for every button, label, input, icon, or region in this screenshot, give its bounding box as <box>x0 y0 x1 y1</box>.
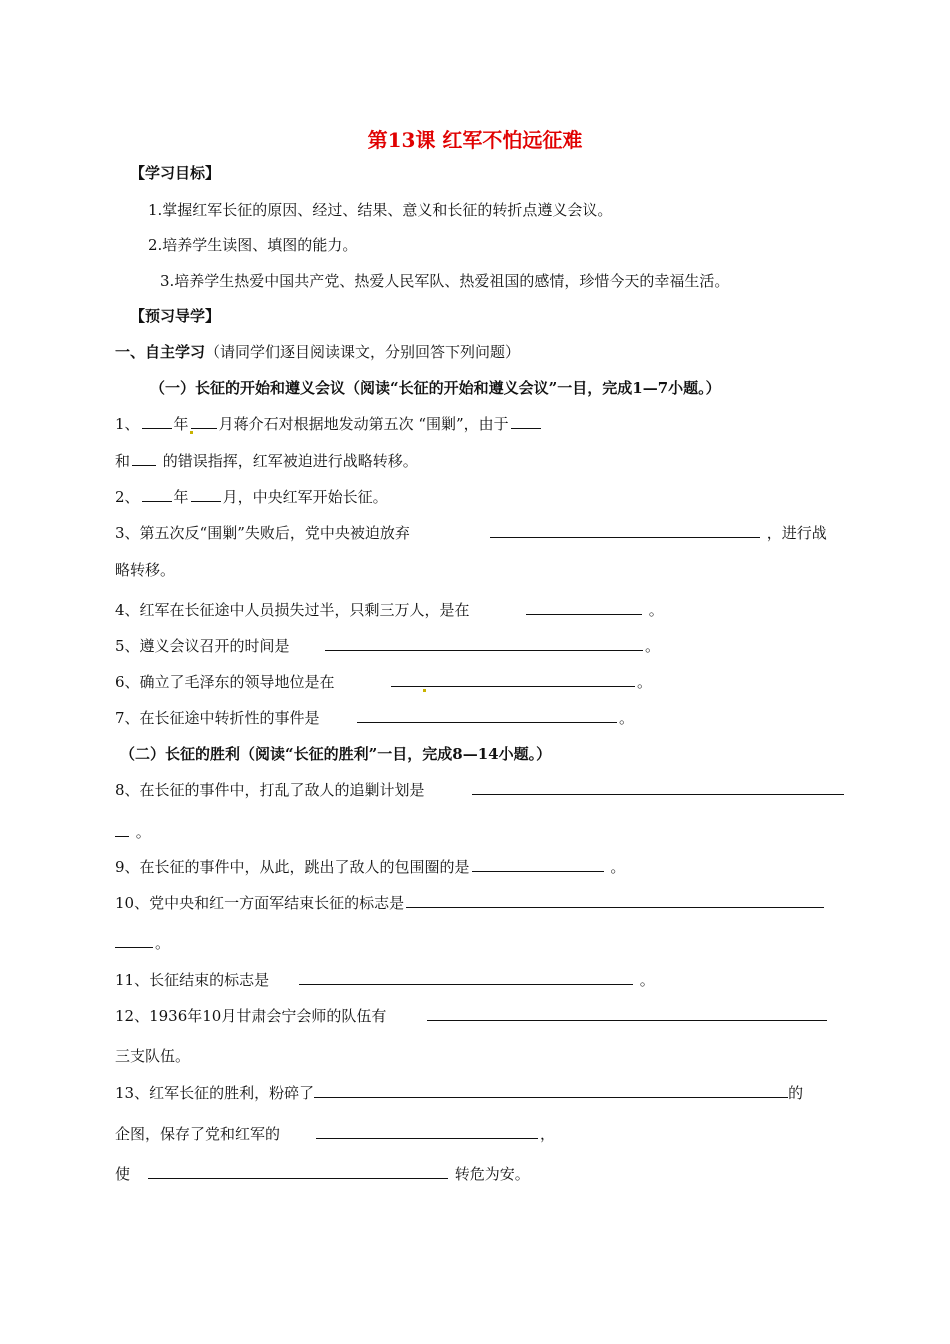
question-text: 的 <box>788 1084 804 1102</box>
answer-blank[interactable] <box>132 451 156 466</box>
question-text: 遵义会议召开的时间是 <box>139 637 290 655</box>
answer-blank[interactable] <box>142 487 172 502</box>
question-6 <box>115 672 335 692</box>
question-text: 月蒋介石对根据地发动第五次 “围剿”，由于 <box>218 415 509 433</box>
question-text: 在长征的事件中，打乱了敌人的追剿计划是 <box>139 781 425 799</box>
question-10 <box>115 893 826 913</box>
question-text: 。 <box>135 823 151 841</box>
answer-blank[interactable] <box>115 822 129 837</box>
page-title: 第13课 红军不怕远征难 <box>367 128 583 152</box>
question-13-blank-line-2 <box>146 1164 530 1184</box>
question-4-blank-line <box>524 600 664 620</box>
answer-blank[interactable] <box>357 708 617 723</box>
question-3-blank-line <box>488 523 827 543</box>
question-text: 和 <box>115 452 131 470</box>
question-text: 转危为安。 <box>454 1165 530 1183</box>
question-9 <box>115 857 625 877</box>
self-study-note: （请同学们逐目阅读课文，分别回答下列问题） <box>205 343 521 361</box>
objectives-heading: 【学习目标】 <box>130 164 221 182</box>
question-text: 。 <box>619 709 635 727</box>
question-text: 确立了毛泽东的领导地位是在 <box>139 673 335 691</box>
question-text: 长征结束的标志是 <box>149 971 270 989</box>
question-11 <box>115 970 269 990</box>
speck-mark <box>190 431 193 434</box>
answer-blank[interactable] <box>391 672 635 687</box>
answer-blank[interactable] <box>148 1164 448 1179</box>
answer-blank[interactable] <box>526 600 642 615</box>
question-text: 企图，保存了党和红军的 <box>115 1125 281 1143</box>
question-number: 7、 <box>115 709 140 727</box>
question-text: 年 <box>173 488 189 506</box>
question-text: 在长征途中转折性的事件是 <box>139 709 320 727</box>
question-text: 第五次反“围剿”失败后，党中央被迫放弃 <box>139 524 410 542</box>
question-text: 。 <box>155 934 171 952</box>
question-5-blank-line <box>323 636 660 656</box>
question-number: 6、 <box>115 673 140 691</box>
question-4 <box>115 600 470 620</box>
question-text: 党中央和红一方面军结束长征的标志是 <box>149 894 405 912</box>
question-12-cont: 三支队伍。 <box>115 1047 191 1065</box>
question-number: 8、 <box>115 781 140 799</box>
question-8-cont <box>115 822 151 842</box>
question-7 <box>115 708 320 728</box>
question-number: 12、 <box>115 1007 150 1025</box>
question-2 <box>115 487 388 507</box>
self-study-label: 一、自主学习 <box>115 343 206 361</box>
question-12-blank-line <box>425 1006 829 1026</box>
question-number: 10、 <box>115 894 150 912</box>
question-text: ，进行战 <box>766 524 827 542</box>
question-number: 3、 <box>115 524 140 542</box>
question-11-blank-line <box>297 970 655 990</box>
question-text: 。 <box>645 637 661 655</box>
question-text: 1936年10月甘肃会宁会师的队伍有 <box>149 1007 387 1025</box>
question-text: 年 <box>173 415 189 433</box>
preview-heading: 【预习导学】 <box>130 307 221 325</box>
question-1-cont <box>115 451 418 471</box>
answer-blank[interactable] <box>191 487 221 502</box>
answer-blank[interactable] <box>316 1124 538 1139</box>
answer-blank[interactable] <box>406 893 824 908</box>
objective-item: 2.培养学生读图、填图的能力。 <box>148 236 358 254</box>
question-number: 9、 <box>115 858 140 876</box>
question-text: 使 <box>115 1165 131 1183</box>
question-13-blank-line <box>314 1124 555 1144</box>
question-number: 13、 <box>115 1084 150 1102</box>
question-text: 红军在长征途中人员损失过半，只剩三万人，是在 <box>139 601 470 619</box>
speck-mark <box>423 689 426 692</box>
question-13-cont2 <box>115 1164 130 1184</box>
question-13-cont <box>115 1124 280 1144</box>
question-text: 。 <box>639 971 655 989</box>
question-5 <box>115 636 290 656</box>
question-number: 1、 <box>115 415 140 433</box>
answer-blank[interactable] <box>142 414 172 429</box>
answer-blank[interactable] <box>299 970 633 985</box>
question-6-blank-line <box>389 672 652 692</box>
answer-blank[interactable] <box>490 523 760 538</box>
self-study-line <box>115 342 520 362</box>
answer-blank[interactable] <box>511 414 541 429</box>
question-number: 2、 <box>115 488 140 506</box>
question-number: 5、 <box>115 637 140 655</box>
question-7-blank-line <box>355 708 634 728</box>
question-text: 红军长征的胜利，粉碎了 <box>149 1084 315 1102</box>
answer-blank[interactable] <box>472 780 844 795</box>
question-number: 4、 <box>115 601 140 619</box>
answer-blank[interactable] <box>191 414 217 429</box>
question-1 <box>115 414 543 434</box>
question-text: ， <box>540 1125 556 1143</box>
answer-blank[interactable] <box>325 636 643 651</box>
question-8-blank-line <box>470 780 846 800</box>
question-10-cont <box>115 933 170 953</box>
question-12 <box>115 1006 386 1026</box>
part2-heading: （二）长征的胜利（阅读“长征的胜利”一目，完成8—14小题。） <box>120 745 552 763</box>
question-8 <box>115 780 425 800</box>
question-text: 在长征的事件中，从此，跳出了敌人的包围圈的是 <box>139 858 470 876</box>
objective-item: 3.培养学生热爱中国共产党、热爱人民军队、热爱祖国的感情，珍惜今天的幸福生活。 <box>160 272 730 290</box>
question-3 <box>115 523 410 543</box>
question-text: 。 <box>637 673 653 691</box>
question-text: 。 <box>610 858 626 876</box>
answer-blank[interactable] <box>314 1083 788 1098</box>
question-13 <box>115 1083 803 1103</box>
answer-blank[interactable] <box>427 1006 827 1021</box>
question-text: 的错误指挥，红军被迫进行战略转移。 <box>162 452 418 470</box>
question-3-cont: 略转移。 <box>115 561 176 579</box>
objective-item: 1.掌握红军长征的原因、经过、结果、意义和长征的转折点遵义会议。 <box>148 201 613 219</box>
answer-blank[interactable] <box>115 933 153 948</box>
question-text: 月，中央红军开始长征。 <box>222 488 388 506</box>
question-text: 。 <box>648 601 664 619</box>
answer-blank[interactable] <box>472 857 604 872</box>
question-number: 11、 <box>115 971 150 989</box>
part1-heading: （一）长征的开始和遵义会议（阅读“长征的开始和遵义会议”一目，完成1—7小题。） <box>150 379 721 397</box>
